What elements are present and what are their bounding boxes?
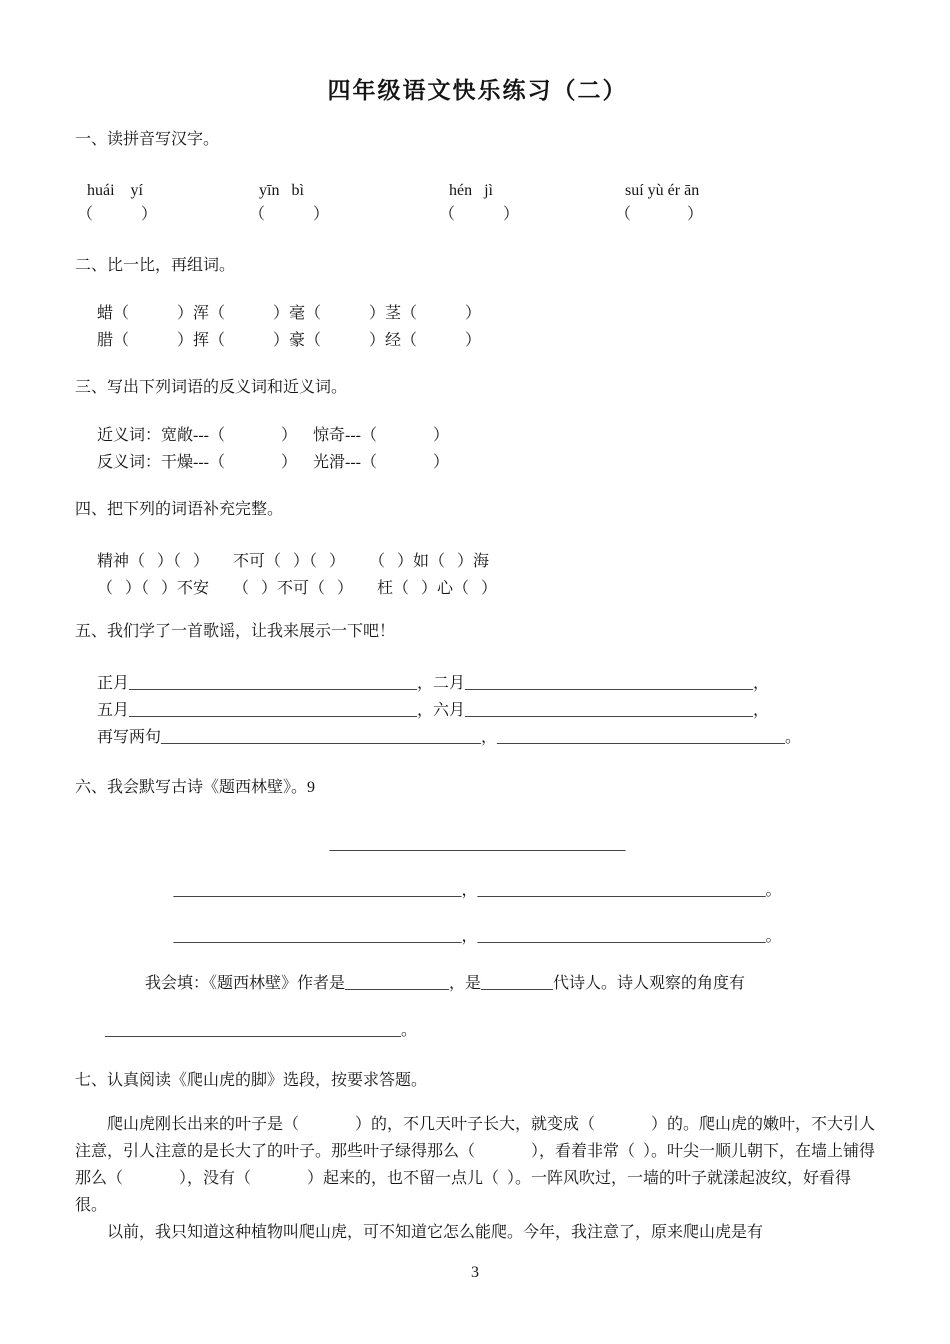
answer-blank-1: （ ）	[77, 206, 158, 223]
reading-paragraph-1: 爬山虎刚长出来的叶子是（ ）的，不几天叶子长大，就变成（ ）的。爬山虎的嫩叶，不大引人注意，引人注意的是长大了的叶子。那些叶子绿得那么（ ），看着非常（ ）。叶尖一顺儿朝下，在墙上铺得那么（ ），没有（ ）起来的，也不留一点儿（ ）。一阵风吹过，一墙的叶子就漾起波纹，好看得很。	[75, 1116, 876, 1214]
answer-blank-2: （ ）	[249, 206, 330, 223]
section-6-heading: 六、我会默写古诗《题西林壁》。9	[75, 779, 316, 796]
answer-blank-3: （ ）	[439, 206, 520, 223]
antonym-row: 反义词：干燥---（ ） 光滑---（ ）	[97, 454, 449, 471]
answer-blank-4: （ ）	[615, 206, 704, 223]
section-7-heading: 七、认真阅读《爬山虎的脚》选段，按要求答题。	[75, 1072, 428, 1089]
section-7-reading	[75, 1069, 880, 1246]
reading-paragraph-2: 以前，我只知道这种植物叫爬山虎，可不知道它怎么能爬。今年，我注意了，原来爬山虎是有	[107, 1224, 764, 1241]
section-5-heading: 五、我们学了一首歌谣，让我来展示一下吧！	[75, 623, 396, 640]
word-pair-row-1: 蜡（ ）浑（ ）毫（ ）茎（ ）	[97, 305, 482, 322]
section-1-pinyin	[75, 128, 880, 227]
section-3-heading: 三、写出下列词语的反义词和近义词。	[75, 379, 348, 396]
poem-blank-line-2: ____________________________________，____________________________________。	[173, 928, 782, 945]
section-3-synonyms-antonyms	[75, 376, 880, 476]
word-pair-row-2: 腊（ ）挥（ ）豪（ ）经（ ）	[97, 332, 482, 349]
section-4-heading: 四、把下列的词语补充完整。	[75, 501, 284, 518]
pinyin-word-2: yīn bì	[259, 182, 304, 199]
section-5-song	[75, 620, 880, 751]
section-2-heading: 二、比一比，再组词。	[75, 257, 236, 274]
song-line-2: 五月____________________________________，六月____________________________________，	[97, 702, 770, 719]
poem-fill-line: 我会填：《题西林壁》作者是_____________，是_________代诗人。诗人观察的角度有	[145, 975, 746, 992]
page-number: 3	[471, 1264, 479, 1281]
section-1-heading: 一、读拼音写汉字。	[75, 131, 220, 148]
song-line-1: 正月____________________________________，二月____________________________________，	[97, 675, 770, 692]
poem-tail-blank-line: _____________________________________。	[105, 1022, 418, 1039]
song-line-3: 再写两句________________________________________，____________________________________。	[97, 729, 802, 746]
section-4-idioms	[75, 498, 880, 602]
pinyin-word-4: suí yù ér ān	[625, 182, 700, 199]
pinyin-word-1: huái yí	[87, 182, 143, 199]
poem-title-blank-line: _____________________________________	[329, 836, 626, 853]
poem-blank-line-1: ____________________________________，____________________________________。	[173, 882, 782, 899]
pinyin-row	[75, 179, 880, 203]
page-title: 四年级语文快乐练习（二）	[327, 78, 628, 103]
section-6-poem	[75, 776, 880, 1043]
synonym-row: 近义词：宽敞---（ ） 惊奇---（ ）	[97, 427, 449, 444]
pinyin-answer-row	[75, 203, 880, 227]
idiom-row-1: 精神（ ）（ ） 不可（ ）（ ） （ ）如（ ）海	[97, 553, 490, 570]
section-2-word-pairs	[75, 254, 880, 354]
pinyin-word-3: hén jì	[449, 182, 493, 199]
idiom-row-2: （ ）（ ）不安 （ ）不可（ ） 枉（ ）心（ ）	[97, 580, 498, 597]
